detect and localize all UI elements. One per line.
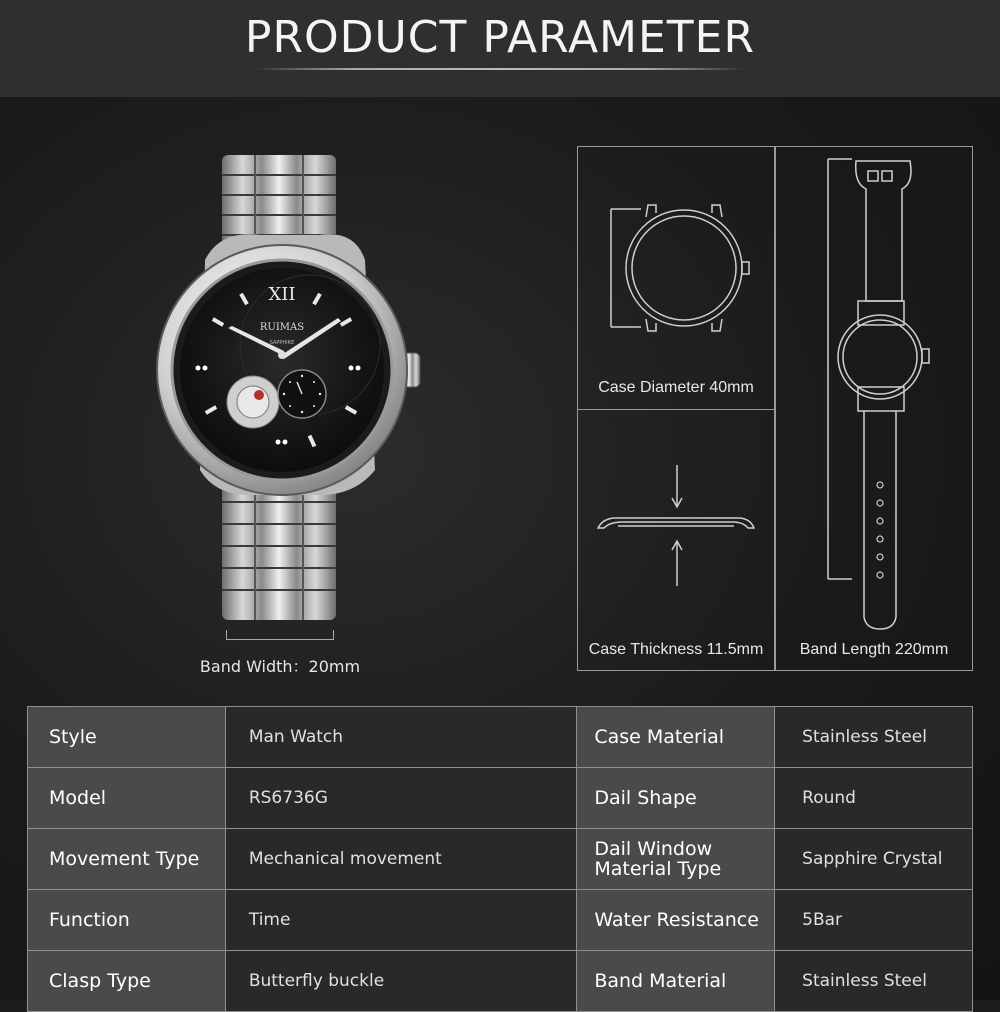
brand-logo: RUIMAS bbox=[259, 322, 305, 333]
header-bar bbox=[0, 0, 1000, 97]
spec-row bbox=[28, 890, 973, 951]
lower-bracelet bbox=[222, 480, 336, 620]
spec-value: Stainless Steel bbox=[775, 707, 973, 768]
spec-row bbox=[28, 951, 973, 1012]
spec-key: Movement Type bbox=[28, 829, 226, 890]
spec-value: Mechanical movement bbox=[225, 829, 577, 890]
spec-key: Style bbox=[28, 707, 226, 768]
band-width-bracket bbox=[226, 630, 334, 640]
band-length-diagram bbox=[776, 147, 974, 672]
case-thickness-diagram bbox=[578, 410, 776, 672]
spec-value: Sapphire Crystal bbox=[775, 829, 973, 890]
band-length-panel bbox=[775, 146, 973, 671]
spec-value: Stainless Steel bbox=[775, 951, 973, 1012]
case-thickness-label: Case Thickness 11.5mm bbox=[588, 641, 764, 658]
spec-key-line: Dail Window bbox=[594, 838, 713, 860]
spec-key bbox=[577, 829, 775, 890]
page-title: PRODUCT PARAMETER bbox=[244, 12, 756, 63]
spec-key: Dail Shape bbox=[577, 768, 775, 829]
title-underline bbox=[255, 68, 745, 70]
spec-key: Model bbox=[28, 768, 226, 829]
spec-table bbox=[27, 706, 973, 1012]
spec-value: 5Bar bbox=[775, 890, 973, 951]
spec-row bbox=[28, 707, 973, 768]
spec-key: Function bbox=[28, 890, 226, 951]
spec-key: Case Material bbox=[577, 707, 775, 768]
case-diameter-panel bbox=[577, 146, 775, 410]
case-diameter-diagram bbox=[578, 147, 776, 411]
spec-key: Clasp Type bbox=[28, 951, 226, 1012]
spec-value: Time bbox=[225, 890, 577, 951]
spec-row bbox=[28, 768, 973, 829]
band-width-label: Band Width：20mm bbox=[199, 657, 361, 676]
spec-key-line: Material Type bbox=[594, 858, 722, 880]
spec-key: Water Resistance bbox=[577, 890, 775, 951]
spec-value: RS6736G bbox=[225, 768, 577, 829]
spec-value: Round bbox=[775, 768, 973, 829]
spec-value: Butterfly buckle bbox=[225, 951, 577, 1012]
case-thickness-panel bbox=[577, 409, 775, 671]
numeral-xii: XII bbox=[268, 284, 296, 305]
dial-text: SAPPHIRE bbox=[269, 340, 295, 346]
case-diameter-label: Case Diameter 40mm bbox=[598, 379, 754, 396]
watch-image bbox=[150, 150, 430, 630]
spec-key: Band Material bbox=[577, 951, 775, 1012]
spec-row bbox=[28, 829, 973, 890]
spec-value: Man Watch bbox=[225, 707, 577, 768]
band-length-label: Band Length 220mm bbox=[799, 641, 949, 658]
